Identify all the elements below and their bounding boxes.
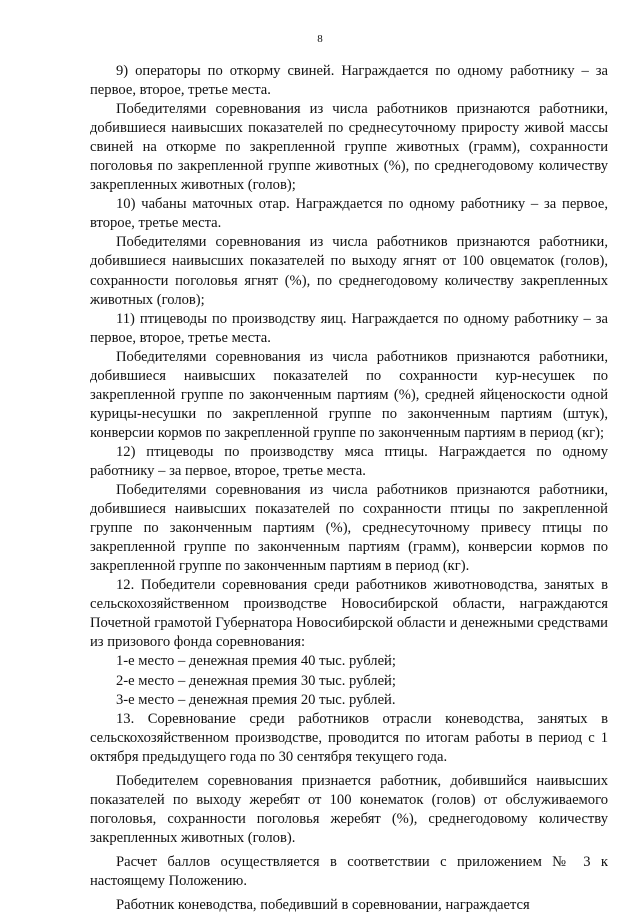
paragraph: 10) чабаны маточных отар. Награждается по одному работнику – за первое, второе, третье места. [90, 196, 608, 232]
paragraph: 11) птицеводы по производству яиц. Награждается по одному работнику – за первое, второе, третье места. [90, 310, 608, 346]
paragraph: 2-е место – денежная премия 30 тыс. рублей; [116, 672, 396, 689]
page-number: 8 [317, 33, 323, 45]
document-body [90, 62, 608, 915]
paragraph: Победителями соревнования из числа работников признаются работники, добившиеся наивысших показателей по сохранности кур-несушек по закрепленной группе по законченным партиям (%), средней яйценоскости одной курицы-несушки по закрепленной группе по законченным партиям (штук), конверсии кормов по закрепленной группе по законченным партиям в период (кг); [90, 348, 608, 441]
paragraph: 1-е место – денежная премия 40 тыс. рублей; [116, 653, 396, 670]
paragraph: 12. Победители соревнования среди работников животноводства, занятых в сельскохозяйственном производстве Новосибирской области, награждаются Почетной грамотой Губернатора Новосибирской области и денежными средствами из призового фонда соревнования: [90, 577, 608, 651]
paragraph: 9) операторы по откорму свиней. Награждается по одному работнику – за первое, второе, третье места. [90, 63, 608, 99]
paragraph: 13. Соревнование среди работников отрасли коневодства, занятых в сельскохозяйственном производстве, проводится по итогам работы в период с 1 октября предыдущего года по 30 сентября текущего года. [90, 710, 608, 765]
paragraph: Победителями соревнования из числа работников признаются работники, добившиеся наивысших показателей по выходу ягнят от 100 овцематок (голов), сохранности поголовья ягнят (%), по среднегодовому количеству закрепленных животных (голов); [90, 234, 608, 308]
paragraph: Расчет баллов осуществляется в соответствии с приложением № 3 к настоящему Положению. [90, 853, 608, 889]
paragraph: Победителями соревнования из числа работников признаются работники, добившиеся наивысших показателей по сохранности птицы по закрепленной группе по законченным партиям (%), среднесуточному привесу птицы по закрепленной группе по законченным партиям (грамм), конверсии кормов по закрепленной группе по законченным партиям в период (кг). [90, 482, 608, 575]
paragraph: 12) птицеводы по производству мяса птицы. Награждается по одному работнику – за первое, второе, третье места. [90, 443, 608, 479]
paragraph: Победителями соревнования из числа работников признаются работники, добившиеся наивысших показателей по среднесуточному приросту живой массы свиней на откорме по закрепленной группе животных (грамм), сохранности поголовья по закрепленной группе животных (%), по среднегодовому количеству закрепленных животных (голов); [90, 101, 608, 194]
paragraph: Победителем соревнования признается работник, добившийся наивысших показателей по выходу жеребят от 100 конематок (голов) от обслуживаемого поголовья, сохранности поголовья жеребят (%), среднегодовому количеству закрепленных животных (голов). [90, 772, 608, 846]
paragraph: 3-е место – денежная премия 20 тыс. рублей. [116, 691, 396, 708]
paragraph: Работник коневодства, победивший в соревновании, награждается [116, 897, 530, 914]
